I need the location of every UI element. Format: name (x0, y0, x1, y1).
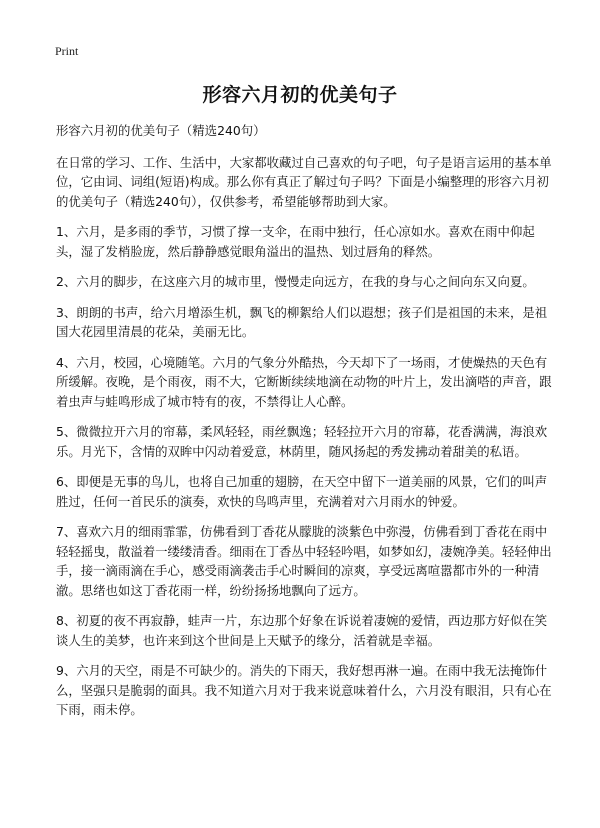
sentence-item-5: 5、微微拉开六月的帘幕，柔风轻轻，雨丝飘逸；轻轻拉开六月的帘幕，花香满满，海浪欢乐。月光下，含情的双眸中闪动着爱意，林荫里，随风扬起的秀发拂动着甜美的私语。 (56, 424, 548, 459)
sentence-item-9: 9、六月的天空，雨是不可缺少的。消失的下雨天，我好想再淋一遍。在雨中我无法掩饰什么，坚强只是脆弱的面具。我不知道六月对于我来说意味着什么，六月没有眼泪，只有心在下雨，雨未停。 (56, 663, 552, 717)
article-subtitle: 形容六月初的优美句子（精选240句） (56, 123, 266, 138)
sentence-item-3: 3、朗朗的书声，给六月增添生机，飘飞的柳絮给人们以遐想；孩子们是祖国的未来，是祖国大花园里清晨的花朵，美丽无比。 (56, 304, 548, 339)
page-title: 形容六月初的优美句子 (202, 84, 398, 106)
sentence-item-2: 2、六月的脚步，在这座六月的城市里，慢慢走向远方，在我的身与心之间向东又向夏。 (56, 274, 535, 289)
print-link[interactable]: Print (55, 44, 79, 58)
article-body (56, 121, 552, 731)
sentence-item-6: 6、即便是无事的鸟儿，也将自己加重的翅膀，在天空中留下一道美丽的风景，它们的叫声胜过，任何一首民乐的演奏，欢快的鸟鸣声里，充满着对六月雨水的钟爱。 (56, 474, 548, 509)
sentence-item-7: 7、喜欢六月的细雨霏霏，仿佛看到丁香花从朦胧的淡紫色中弥漫，仿佛看到丁香花在雨中轻轻摇曳，散溢着一缕缕清香。细雨在丁香丛中轻轻吟唱，如梦如幻，凄婉净美。轻轻伸出手，接一滴雨滴在手心，感受雨滴袭击手心时瞬间的凉爽，享受远离喧嚣都市外的一种清澈。思绪也如这丁香花雨一样，纷纷扬扬地飘向了远方。 (56, 524, 552, 598)
intro-paragraph: 在日常的学习、工作、生活中，大家都收藏过自己喜欢的句子吧，句子是语言运用的基本单位，它由词、词组(短语)构成。那么你有真正了解过句子吗？下面是小编整理的形容六月初的优美句子（精选240句），仅供参考，希望能够帮助到大家。 (56, 154, 552, 209)
sentence-item-1: 1、六月，是多雨的季节，习惯了撑一支伞，在雨中独行，任心凉如水。喜欢在雨中仰起头，湿了发梢脸庞，然后静静感觉眼角溢出的温热、划过唇角的释然。 (56, 224, 535, 259)
sentence-item-8: 8、初夏的夜不再寂静，蛙声一片，东边那个好象在诉说着凄婉的爱情，西边那方好似在笑谈人生的美梦，也许来到这个世间是上天赋予的缘分，活着就是幸福。 (56, 613, 548, 648)
sentence-item-4: 4、六月，校园，心境随笔。六月的气象分外酷热，今天却下了一场雨，才使燥热的天色有所缓解。夜晚，是个雨夜，雨不大，它断断续续地滴在动物的叶片上，发出滴嗒的声音，跟着虫声与蛙鸣形成了城市特有的夜，不禁得让人心醉。 (56, 354, 552, 409)
